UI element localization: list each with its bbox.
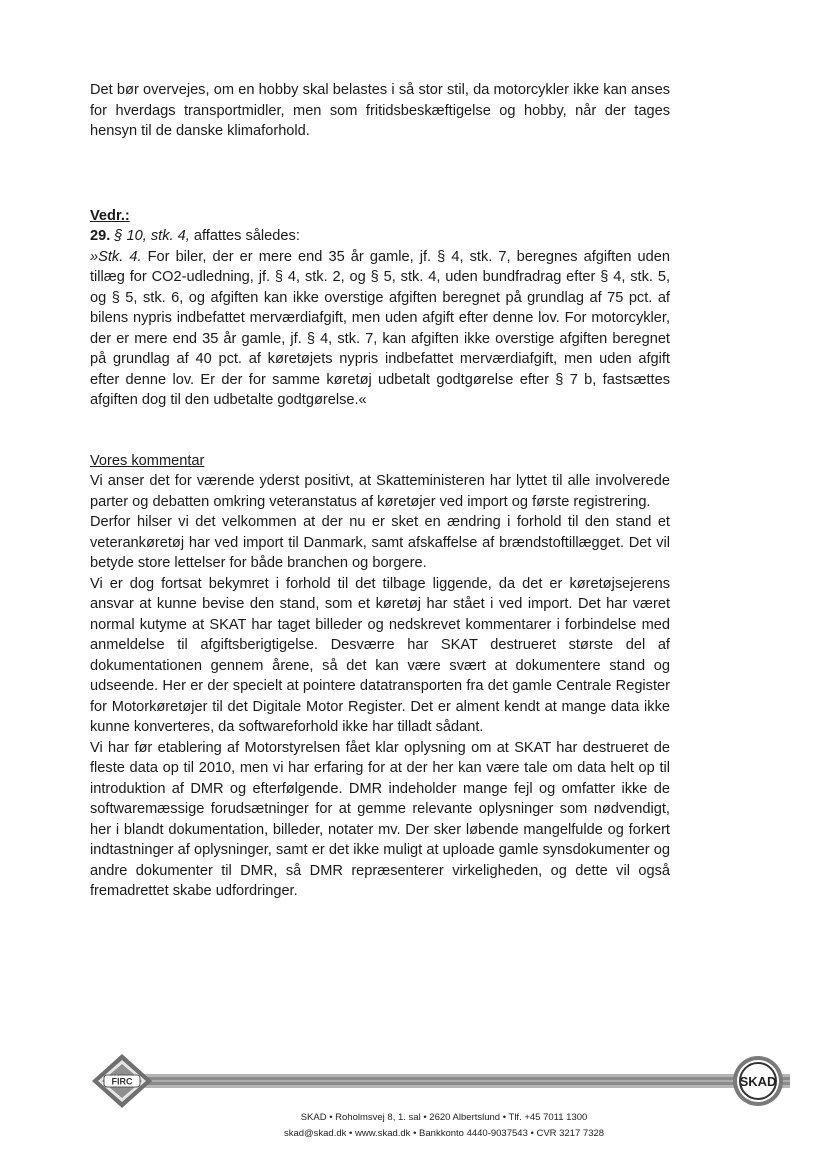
footer-contact-line: skad@skad.dk • www.skad.dk • Bankkonto 4440-9037543 • CVR 3217 7328 <box>283 1128 605 1139</box>
firc-logo-text: FIRC <box>111 1076 133 1087</box>
stk-paragraph <box>90 247 670 411</box>
comment-paragraph-4: Vi har før etablering af Motorstyrelsen fået klar oplysning om at SKAT har destrueret de fleste data op til 2010, men vi har erfaring for at der her kan være tale om data helt op til introduktion af DMR og efterfølgende. DMR indeholder mange fejl og omfatter ikke de softwaremæssige forudsætninger for at gemme relevante oplysninger som nødvendigt, her i blandt dokumentation, billeder, notater mv. Der sker løbende mangelfulde og forkert indtastninger af oplysninger, samt er det ikke muligt at uploade gamle synsdokumenter og andre dokumenter til DMR, så DMR repræsenterer virkeligheden, og dette vil også fremadrettet skabe udfordringer. <box>90 739 670 899</box>
stk-label: »Stk. 4. <box>90 248 142 265</box>
item-rest: affattes således: <box>189 228 300 244</box>
item-number: 29. <box>90 228 111 244</box>
page-footer <box>0 1052 828 1169</box>
item-line <box>90 226 670 247</box>
footer-band <box>0 1052 828 1112</box>
skad-logo-text: SKAD <box>739 1074 777 1089</box>
comment-paragraph-3: Vi er dog fortsat bekymret i forhold til det tilbage liggende, da det er køretøjsejerens ansvar at kunne bevise den stand, som et køretøj har stået i ved import. Det har været normal kutyme at SKAT har taget billeder og nedskrevet kommentarer i forbindelse med anmeldelse til afgiftsberigtigelse. Desværre har SKAT destrueret største del af dokumentationen gennem årene, så det kan være svært at dokumentere stand og udseende. Her er der specielt at pointere datatransporten fra det gamle Centrale Register for Motorkøretøjer til det Digitale Motor Register. Det er alment kendt at mange data ikke kunne konverteres, da softwareforhold ikke har tilladt sådant. <box>90 575 670 735</box>
document-body <box>90 80 670 902</box>
vedr-heading: Vedr.: <box>90 207 130 224</box>
comment-section <box>90 451 670 902</box>
skad-logo <box>733 1056 783 1106</box>
intro-paragraph: Det bør overvejes, om en hobby skal belastes i så stor stil, da motorcykler ikke kan anses for hverdags transportmidler, men som fritidsbeskæftigelse og hobby, når der tages hensyn til de danske klimaforhold. <box>90 82 670 139</box>
comment-heading: Vores kommentar <box>90 452 205 469</box>
firc-logo <box>92 1054 152 1108</box>
vedr-section <box>90 206 670 411</box>
item-reference: § 10, stk. 4, <box>114 228 190 244</box>
footer-contact <box>0 1110 828 1142</box>
comment-paragraph-2: Derfor hilser vi det velkommen at der nu er sket en ændring i forhold til den stand et veterankøretøj har ved import til Danmark, samt afskaffelse af brændstoftillægget. Det vil betyde store lettelser for både branchen og borgere. <box>90 514 670 571</box>
footer-address-line: SKAD • Roholmsvej 8, 1. sal • 2620 Albertslund • Tlf. +45 7011 1300 <box>300 1112 588 1123</box>
stk-text: For biler, der er mere end 35 år gamle, jf. § 4, stk. 7, beregnes afgiften uden tillæg for CO2-udledning, jf. § 4, stk. 2, og § 5, stk. 4, uden bundfradrag efter § 4, stk. 5, og § 5, stk. 6, og afgiften kan ikke overstige afgiften beregnet på grundlag af 75 pct. af bilens nypris indbefattet merværdiafgift, men uden afgift efter denne lov. For motorcykler, der er mere end 35 år gamle, jf. § 4, stk. 7, kan afgiften ikke overstige afgiften beregnet på grundlag af 40 pct. af køretøjets nypris indbefattet merværdiafgift, men uden afgift efter denne lov. Er der for samme køretøj udbetalt godtgørelse efter § 7 b, fastsættes afgiften dog til den udbetalte godtgørelse.« <box>90 248 671 408</box>
comment-paragraph-1: Vi anser det for værende yderst positivt, at Skatteministeren har lyttet til alle involverede parter og debatten omkring veteranstatus af køretøjer ved import og første registrering. <box>90 473 670 510</box>
